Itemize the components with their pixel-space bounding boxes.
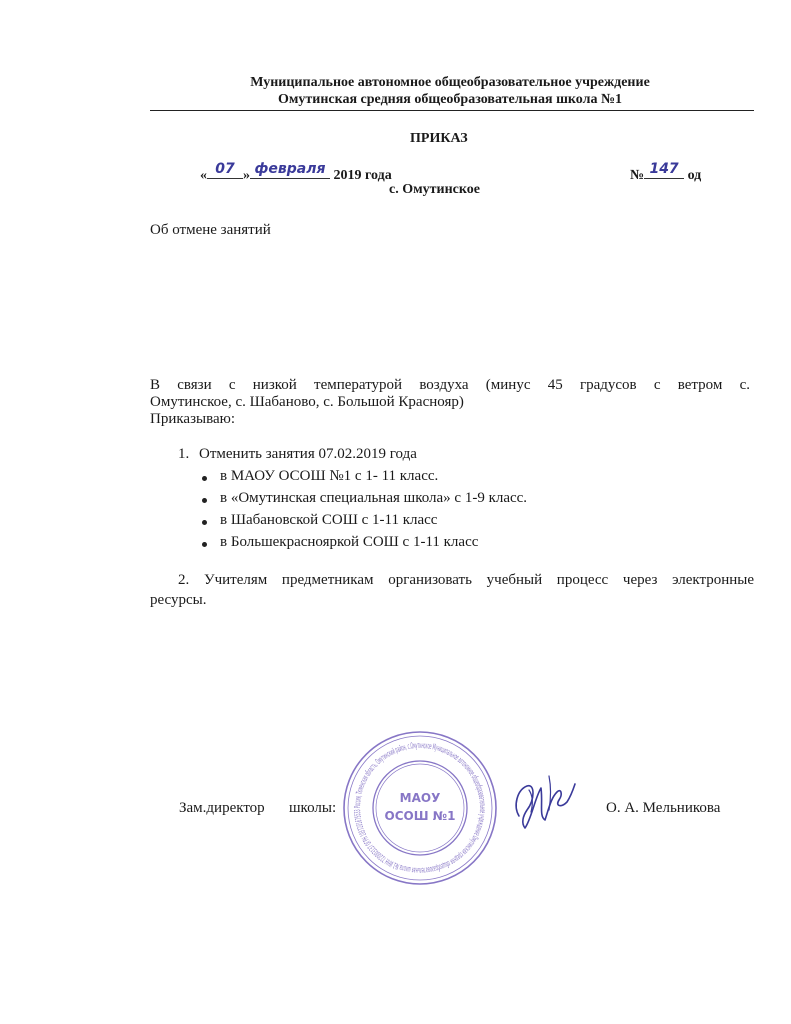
order-subject: Об отмене занятий — [150, 222, 271, 238]
bullet-item-3: в Шабановской СОШ с 1-11 класс — [220, 512, 438, 528]
signatory-school: школы: — [289, 800, 337, 816]
order-title: ПРИКАЗ — [410, 131, 468, 146]
order-date: « 07 » февраля 2019 года — [200, 161, 392, 183]
bullet-icon — [202, 542, 207, 547]
signatory-name: О. А. Мельникова — [606, 800, 721, 816]
order-number-field — [644, 163, 684, 179]
seal-center-line2: ОСОШ №1 — [384, 809, 456, 823]
seal-center-line1: МАОУ — [399, 791, 441, 805]
bullet-icon — [202, 476, 207, 481]
bullet-icon — [202, 498, 207, 503]
order-number: № 147 од — [630, 161, 702, 183]
order-place: с. Омутинское — [389, 182, 480, 197]
order-number-handwritten: 147 — [649, 161, 679, 177]
institution-name-line2: Омутинская средняя общеобразовательная школа №1 — [277, 92, 623, 107]
school-seal-stamp — [340, 728, 500, 888]
date-day-handwritten: 07 — [215, 161, 235, 177]
date-month-handwritten: февраля — [254, 161, 326, 177]
item1-number: 1. — [178, 446, 190, 462]
date-year: 2019 года — [333, 168, 392, 183]
bullet-icon — [202, 520, 207, 525]
date-day-field — [207, 163, 243, 179]
seal-ring-text: Россия, Тюменская область, Омутинский район, с.Омутинское Муниципальное автономное общеобразовательное учреждение Омутинская средняя общеобразовательная школа №1 ИНН 7220003137 ОГРН 1037201675533 — [351, 739, 489, 877]
reason-paragraph-line2: Омутинское, с. Шабаново, с. Большой Краснояр) — [150, 394, 464, 410]
bullet-item-2: в «Омутинская специальная школа» с 1-9 класс. — [220, 490, 528, 506]
item1-text: Отменить занятия 07.02.2019 года — [199, 446, 417, 462]
signatory-position: Зам.директор — [179, 800, 265, 816]
bullet-item-4: в Большекраснояркой СОШ с 1-11 класс — [220, 534, 479, 550]
date-month-field — [250, 163, 330, 179]
command-word: Приказываю: — [150, 411, 235, 427]
header-divider — [150, 110, 754, 111]
item2-line1: 2. Учителям предметникам организовать учебный процесс через электронные — [178, 572, 754, 588]
item2-line2: ресурсы. — [150, 592, 207, 608]
reason-paragraph-line1: В связи с низкой температурой воздуха (минус 45 градусов с ветром с. — [150, 377, 750, 393]
institution-name-line1: Муниципальное автономное общеобразовательное учреждение — [250, 75, 650, 90]
handwritten-signature — [505, 768, 580, 838]
bullet-item-1: в МАОУ ОСОШ №1 с 1- 11 класс. — [220, 468, 439, 484]
